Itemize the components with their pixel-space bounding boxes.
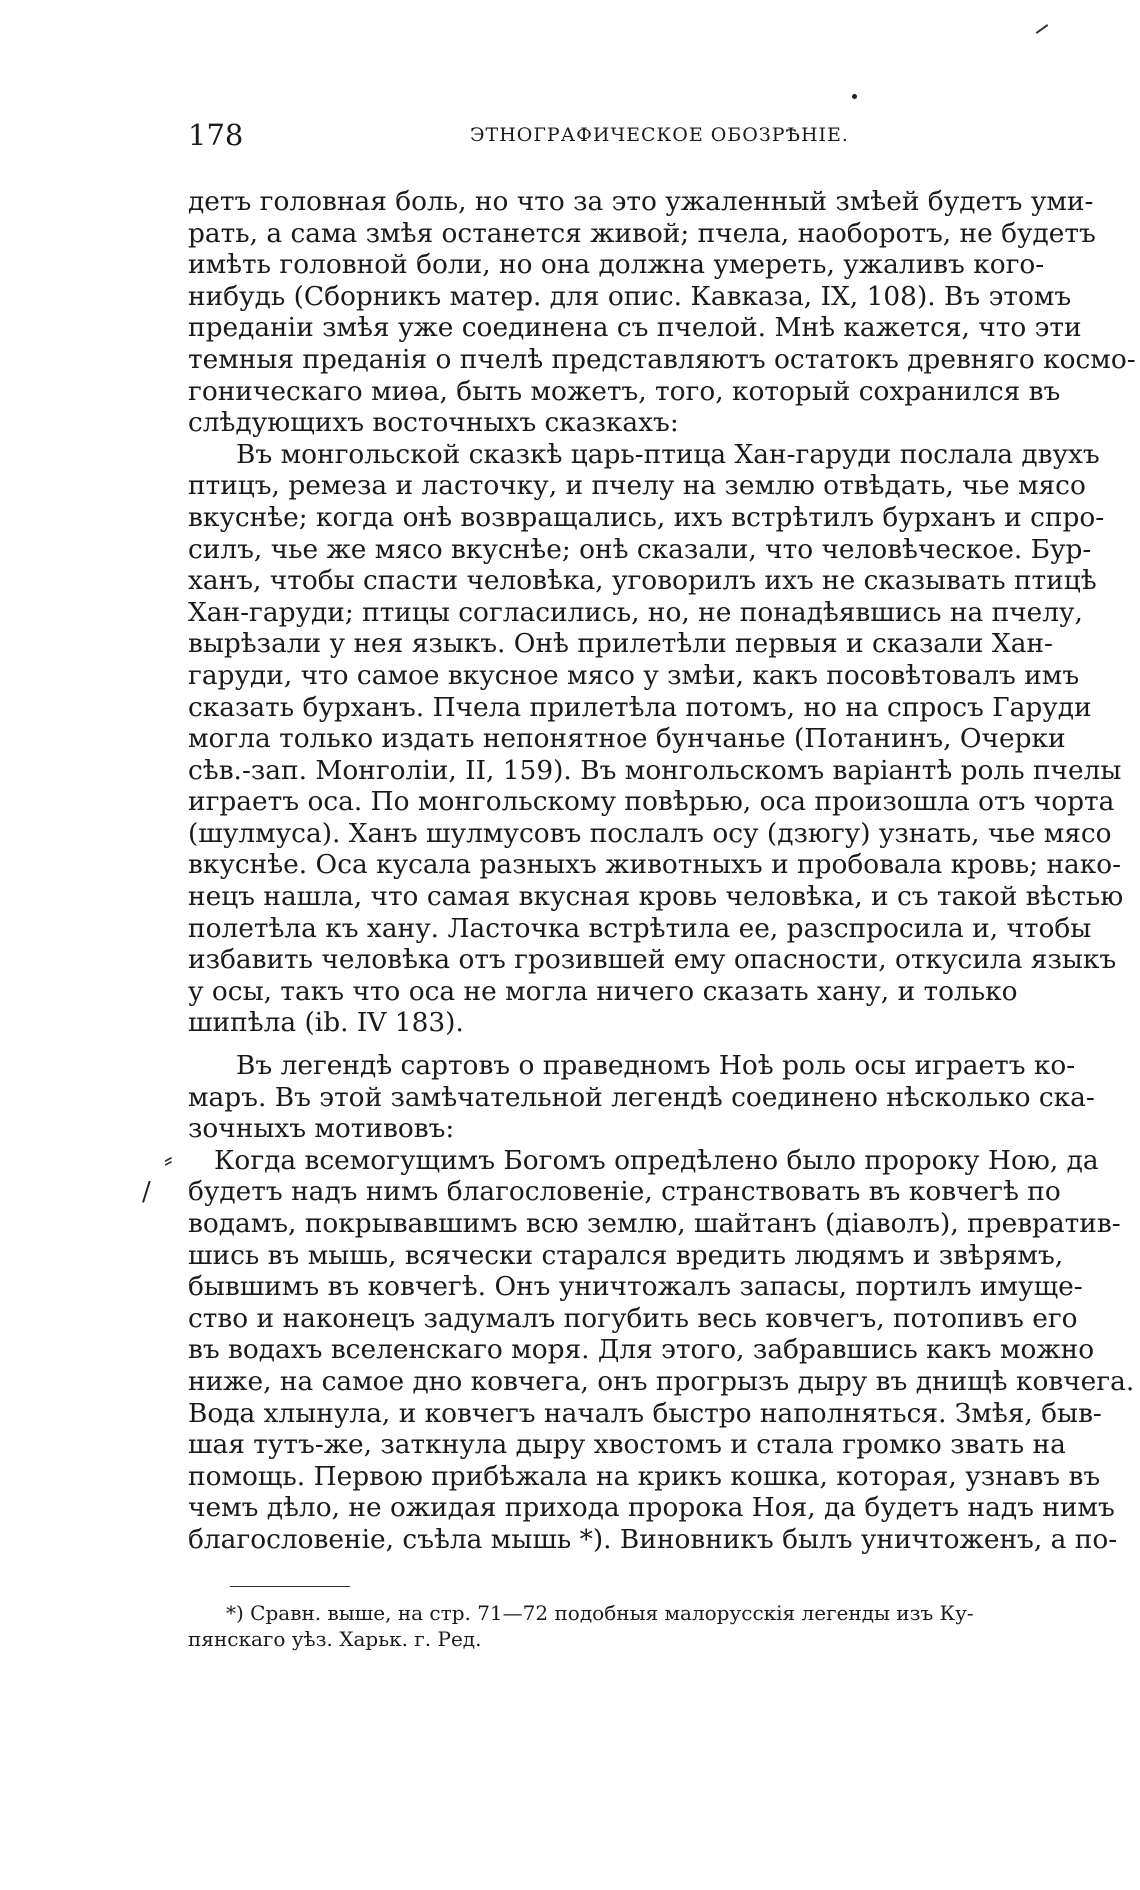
text-line: вкуснѣе. Оса кусала разныхъ животныхъ и пробовала кровь; нако- (188, 849, 1122, 881)
text-line: Хан-гаруди; птицы согласились, но, не понадѣявшись на пчелу, (188, 596, 1083, 628)
text-line: ство и наконецъ задумалъ погубить весь ковчегъ, потопивъ его (188, 1302, 1078, 1334)
text-line: могла только издать непонятное бунчанье (Потанинъ, Очерки (188, 723, 1066, 755)
footnote-line: *) Сравн. выше, на стр. 71—72 подобныя малорусскія легенды изъ Ку- (226, 1601, 974, 1625)
text-line: темныя преданія о пчелѣ представляютъ остатокъ древняго космо- (188, 343, 1136, 375)
paragraph-3 (188, 1050, 1108, 1145)
running-title: ЭТНОГРАФИЧЕСКОЕ ОБОЗРѢНІЕ. (470, 124, 849, 146)
text-line: въ водахъ вселенскаго моря. Для этого, забравшись какъ можно (188, 1334, 1095, 1366)
footnote-line: пянскаго уѣз. Харьк. г. Ред. (188, 1627, 482, 1651)
text-line: вырѣзали у нея языкъ. Онѣ прилетѣли первыя и сказали Хан- (188, 628, 1053, 660)
text-line: полетѣла къ хану. Ласточка встрѣтила ее, разспросила и, чтобы (188, 912, 1092, 944)
text-line: будетъ надъ нимъ благословеніе, странствовать въ ковчегѣ по (188, 1176, 1061, 1208)
text-line: играетъ оса. По монгольскому повѣрью, оса произошла отъ чорта (188, 786, 1115, 818)
text-line: нибудь (Сборникъ матер. для опис. Кавказа, IX, 108). Въ этомъ (188, 280, 1072, 312)
text-line: шая тутъ-же, заткнула дыру хвостомъ и стала громко звать на (188, 1429, 1066, 1461)
text-line: шись въ мышь, всячески старался вредить людямъ и звѣрямъ, (188, 1239, 1064, 1271)
text-line: ниже, на самое дно ковчега, онъ прогрызъ дыру въ днищѣ ковчега. (188, 1365, 1135, 1397)
text-line: преданіи змѣя уже соединена съ пчелой. Мнѣ кажется, что эти (188, 312, 1082, 344)
footnote (188, 1600, 1108, 1652)
body-text (142, 186, 1136, 1556)
text-line: слѣдующихъ восточныхъ сказкахъ: (188, 407, 679, 439)
text-line: благословеніе, съѣла мышь *). Виновникъ былъ уничтоженъ, а по- (188, 1523, 1118, 1555)
margin-pencil-mark: / (142, 1176, 151, 1207)
text-line: помощь. Первою прибѣжала на крикъ кошка, которая, узнавъ въ (188, 1460, 1101, 1492)
text-line: гаруди, что самое вкусное мясо у змѣи, какъ посовѣтовалъ имъ (188, 659, 1080, 691)
text-line: Въ легендѣ сартовъ о праведномъ Ноѣ роль осы играетъ ко- (236, 1050, 1076, 1082)
footnote-rule (230, 1586, 350, 1587)
text-line: Когда всемогущимъ Богомъ опредѣлено было пророку Ною, да (214, 1144, 1099, 1176)
text-line: детъ головная боль, но что за это ужаленный змѣей будетъ уми- (188, 186, 1094, 217)
text-line: Въ монгольской сказкѣ царь-птица Хан-гаруди послала двухъ (236, 438, 1100, 470)
page-header (188, 118, 916, 158)
text-line: нецъ нашла, что самая вкусная кровь человѣка, и съ такой вѣстью (188, 881, 1124, 913)
text-line: ханъ, чтобы спасти человѣка, уговорилъ ихъ не сказывать птицѣ (188, 565, 1097, 597)
corner-pencil-mark (1036, 24, 1049, 34)
paragraph-1 (188, 186, 1136, 439)
paragraph-2 (188, 438, 1124, 1039)
text-line: чемъ дѣло, не ожидая прихода пророка Ноя, да будетъ надъ нимъ (188, 1492, 1115, 1524)
text-line: сказать бурханъ. Пчела прилетѣла потомъ, но на спросъ Гаруди (188, 691, 1092, 723)
text-line: шипѣла (ib. IV 183). (188, 1007, 464, 1039)
text-line: зочныхъ мотивовъ: (188, 1113, 455, 1145)
text-line: вкуснѣе; когда онѣ возвращались, ихъ встрѣтилъ бурханъ и спро- (188, 501, 1105, 533)
text-line: гоническаго миѳа, быть можетъ, того, который сохранился въ (188, 375, 1061, 407)
text-line: птицъ, ремеза и ласточку, и пчелу на землю отвѣдать, чье мясо (188, 470, 1086, 502)
text-line: силъ, чье же мясо вкуснѣе; онѣ сказали, что человѣческое. Бур- (188, 533, 1092, 565)
text-line: (шулмуса). Ханъ шулмусовъ послалъ осу (дзюгу) узнать, чье мясо (188, 817, 1112, 849)
text-line: водамъ, покрывавшимъ всю землю, шайтанъ (діаволъ), превратив- (188, 1208, 1121, 1239)
text-line: рать, а сама змѣя останется живой; пчела, наоборотъ, не будетъ (188, 217, 1096, 249)
text-line: маръ. Въ этой замѣчательной легендѣ соединено нѣсколько ска- (188, 1081, 1095, 1113)
page-number: 178 (188, 118, 244, 152)
text-line: бывшимъ въ ковчегѣ. Онъ уничтожалъ запасы, портилъ имуще- (188, 1271, 1083, 1303)
text-line: Вода хлынула, и ковчегъ началъ быстро наполняться. Змѣя, быв- (188, 1397, 1102, 1429)
text-line: у осы, такъ что оса не могла ничего сказать хану, и только (188, 975, 1018, 1007)
paragraph-4 (142, 1144, 1135, 1556)
text-line: имѣть головной боли, но она должна умереть, ужаливъ кого- (188, 249, 1045, 281)
text-line: сѣв.-зап. Монголіи, II, 159). Въ монгольскомъ варіантѣ роль пчелы (188, 754, 1122, 786)
margin-pencil-mark: ⸗ (164, 1144, 173, 1175)
ink-dot (852, 94, 857, 99)
text-line: избавить человѣка отъ грозившей ему опасности, откусила языкъ (188, 944, 1117, 976)
